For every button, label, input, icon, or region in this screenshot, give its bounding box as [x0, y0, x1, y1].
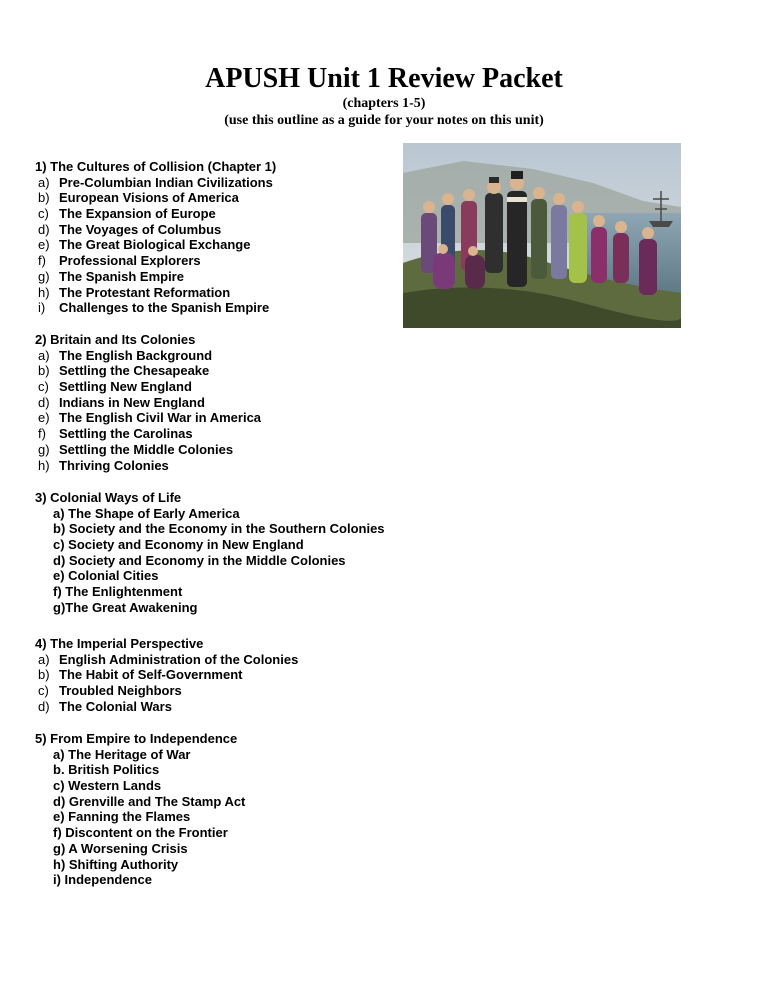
list-item: a) English Administration of the Colonies [38, 651, 299, 667]
section-heading: 2) Britain and Its Colonies [35, 332, 196, 347]
outline-list [35, 175, 276, 316]
page-title: APUSH Unit 1 Review Packet [205, 63, 563, 94]
list-item: g) Settling the Middle Colonies [38, 441, 234, 457]
list-item: b. British Politics [53, 762, 160, 778]
section-heading: 4) The Imperial Perspective [35, 636, 204, 651]
pilgrims-illustration [403, 143, 681, 328]
list-item: h) Shifting Authority [53, 856, 179, 872]
list-item: h) The Protestant Reformation [38, 284, 231, 300]
section-3 [35, 490, 385, 616]
list-item: f) Settling the Carolinas [38, 426, 193, 442]
section-1 [35, 159, 276, 316]
list-item: c) Settling New England [38, 379, 192, 395]
section-heading: 5) From Empire to Independence [35, 731, 238, 746]
list-item: d) The Colonial Wars [38, 698, 172, 714]
list-item: c) Troubled Neighbors [38, 683, 182, 699]
list-item: e) Fanning the Flames [53, 809, 191, 825]
list-item: c) Society and Economy in New England [53, 537, 304, 553]
list-item: f) Discontent on the Frontier [53, 825, 228, 841]
list-item: e) Colonial Cities [53, 568, 159, 584]
list-item: d) Society and Economy in the Middle Colonies [53, 552, 346, 568]
list-item: b) European Visions of America [38, 190, 239, 206]
list-item: b) Society and the Economy in the Southern Colonies [53, 521, 385, 537]
subtitle: (chapters 1-5) [342, 96, 426, 111]
list-item: g) The Spanish Empire [38, 268, 184, 284]
list-item: b) Settling the Chesapeake [38, 363, 210, 379]
list-item: d) Grenville and The Stamp Act [53, 793, 246, 809]
list-item: i) Independence [53, 872, 152, 888]
list-item: e) The English Civil War in America [38, 410, 262, 426]
section-heading: 1) The Cultures of Collision (Chapter 1) [35, 159, 277, 174]
list-item: a) The Shape of Early America [53, 505, 240, 521]
section-heading: 3) Colonial Ways of Life [35, 490, 182, 505]
list-item: i) Challenges to the Spanish Empire [38, 300, 270, 316]
list-item: d) The Voyages of Columbus [38, 221, 222, 237]
outline-list [35, 652, 298, 715]
list-item: a) The English Background [38, 347, 213, 363]
list-item: d) Indians in New England [38, 394, 205, 410]
list-item: a) Pre-Columbian Indian Civilizations [38, 174, 273, 190]
outline-list [35, 348, 261, 474]
list-item: g) A Worsening Crisis [53, 840, 188, 856]
section-2 [35, 332, 261, 473]
outline-list [35, 747, 245, 888]
list-item: b) The Habit of Self-Government [38, 667, 243, 683]
list-item: f) Professional Explorers [38, 253, 201, 269]
section-4 [35, 636, 298, 714]
list-item: h) Thriving Colonies [38, 457, 169, 473]
list-item: f) The Enlightenment [53, 584, 183, 600]
outline-list [35, 506, 385, 616]
list-item: c) The Expansion of Europe [38, 206, 216, 222]
instructions: (use this outline as a guide for your notes on this unit) [224, 113, 544, 128]
list-item: c) Western Lands [53, 778, 162, 794]
section-5 [35, 731, 245, 888]
list-item: g)The Great Awakening [53, 599, 198, 615]
list-item: a) The Heritage of War [53, 746, 191, 762]
list-item: e) The Great Biological Exchange [38, 237, 251, 253]
